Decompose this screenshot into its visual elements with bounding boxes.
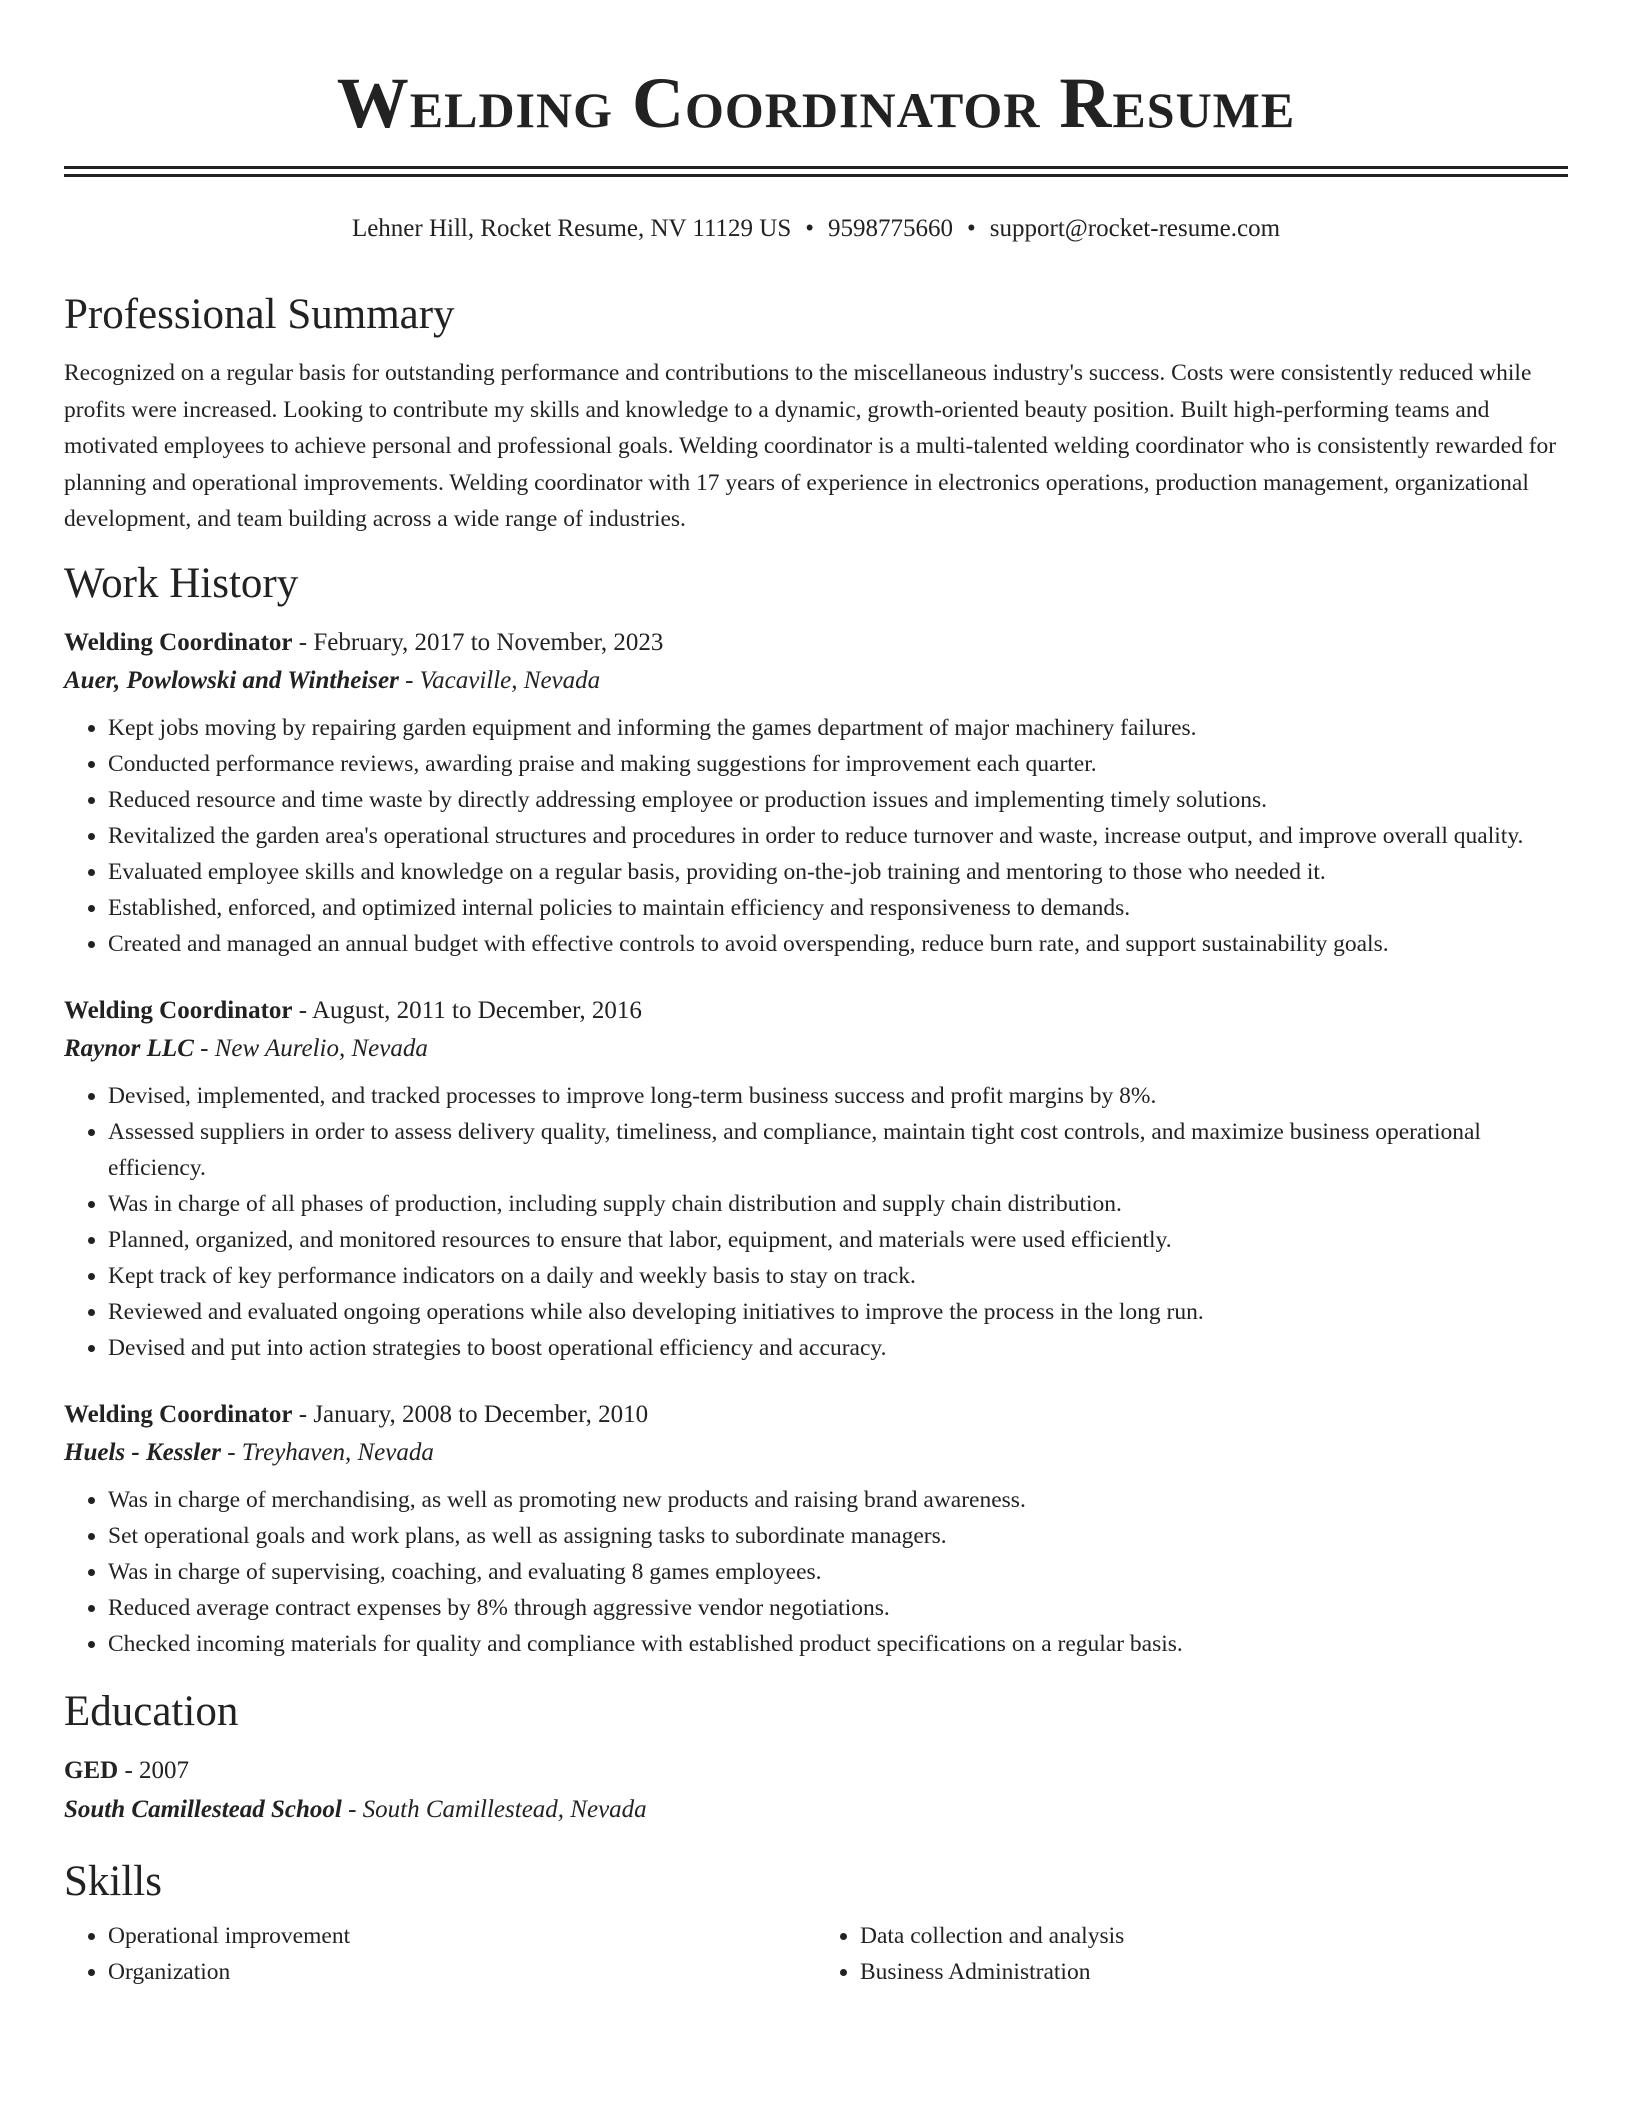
list-item: • Kept track of key performance indicators on a daily and weekly basis to stay on track. (108, 1258, 1568, 1294)
education-institution (64, 1790, 1568, 1830)
summary-heading: Professional Summary (64, 291, 455, 338)
job-employer (64, 1030, 1568, 1068)
list-item: • Established, enforced, and optimized internal policies to maintain efficiency and responsiveness to demands. (108, 890, 1568, 926)
education-location: - South Camillestead, Nevada (341, 1795, 647, 1823)
job-dates: - January, 2008 to December, 2010 (292, 1400, 649, 1428)
skill-item: • Operational improvement (108, 1918, 816, 1954)
job-bullets (64, 710, 1568, 962)
work-history-heading: Work History (64, 559, 299, 607)
job-dates: - February, 2017 to November, 2023 (292, 628, 664, 656)
contact-separator: • (805, 215, 814, 242)
education-degree: GED (64, 1756, 119, 1784)
skills-heading: Skills (64, 1857, 162, 1905)
contact-line (64, 213, 1568, 245)
job-employer (64, 1434, 1568, 1472)
job-role: Welding Coordinator (64, 628, 293, 656)
contact-address: Lehner Hill, Rocket Resume, NV 11129 US (351, 215, 792, 242)
list-item: • Checked incoming materials for quality and compliance with established product specifications on a regular basis. (108, 1626, 1568, 1662)
list-item: • Reduced average contract expenses by 8% through aggressive vendor negotiations. (108, 1590, 1568, 1626)
job-company: Huels - Kessler (64, 1438, 221, 1466)
education-year: - 2007 (118, 1756, 190, 1784)
skill-item: • Data collection and analysis (860, 1918, 1568, 1954)
title-divider (64, 166, 1568, 177)
skills-column-left (64, 1918, 816, 1990)
resume-title: Welding Coordinator Resume (336, 63, 1296, 143)
list-item: • Set operational goals and work plans, as well as assigning tasks to subordinate managers. (108, 1518, 1568, 1554)
job-header (64, 624, 1568, 662)
list-item: • Reduced resource and time waste by directly addressing employee or production issues and implementing timely solutions. (108, 782, 1568, 818)
job-dates: - August, 2011 to December, 2016 (292, 996, 642, 1024)
job-header (64, 992, 1568, 1030)
job-location: - New Aurelio, Nevada (193, 1034, 428, 1062)
list-item: • Was in charge of merchandising, as well as promoting new products and raising brand awareness. (108, 1482, 1568, 1518)
list-item: • Devised and put into action strategies to boost operational efficiency and accuracy. (108, 1330, 1568, 1366)
job-role: Welding Coordinator (64, 1400, 293, 1428)
list-item: • Assessed suppliers in order to assess delivery quality, timeliness, and compliance, maintain tight cost controls, and maximize business operational efficiency. (108, 1114, 1568, 1186)
job-entry (64, 624, 1568, 962)
job-entry (64, 1396, 1568, 1662)
list-item: • Reviewed and evaluated ongoing operations while also developing initiatives to improve the process in the long run. (108, 1294, 1568, 1330)
skill-item: • Business Administration (860, 1954, 1568, 1990)
job-entry (64, 992, 1568, 1366)
summary-text: Recognized on a regular basis for outstanding performance and contributions to the miscellaneous industry's success. Costs were consistently reduced while profits were increased. Looking to contribute my skills and knowledge to a dynamic, growth-oriented beauty position. Built high-performing teams and motivated employees to achieve personal and professional goals. Welding coordinator is a multi-talented welding coordinator who is consistently rewarded for planning and operational improvements. Welding coordinator with 17 years of experience in electronics operations, production management, organizational development, and team building across a wide range of industries. (64, 360, 1557, 532)
list-item: • Planned, organized, and monitored resources to ensure that labor, equipment, and materials were used efficiently. (108, 1222, 1568, 1258)
education-heading: Education (64, 1687, 239, 1735)
contact-phone: 9598775660 (828, 215, 953, 242)
list-item: • Evaluated employee skills and knowledge on a regular basis, providing on-the-job training and mentoring to those who needed it. (108, 854, 1568, 890)
job-bullets (64, 1078, 1568, 1366)
job-company: Auer, Powlowski and Wintheiser (64, 666, 399, 694)
list-item: • Conducted performance reviews, awarding praise and making suggestions for improvement each quarter. (108, 746, 1568, 782)
list-item: • Was in charge of all phases of production, including supply chain distribution and supply chain distribution. (108, 1186, 1568, 1222)
skills-column-right (816, 1918, 1568, 1990)
list-item: • Kept jobs moving by repairing garden equipment and informing the games department of major machinery failures. (108, 710, 1568, 746)
list-item: • Devised, implemented, and tracked processes to improve long-term business success and profit margins by 8%. (108, 1078, 1568, 1114)
job-header (64, 1396, 1568, 1434)
job-employer (64, 662, 1568, 700)
education-header (64, 1752, 1568, 1790)
contact-separator: • (967, 215, 976, 242)
job-bullets (64, 1482, 1568, 1662)
list-item: • Created and managed an annual budget with effective controls to avoid overspending, reduce burn rate, and support sustainability goals. (108, 926, 1568, 962)
job-location: - Vacaville, Nevada (398, 666, 601, 694)
skill-item: • Organization (108, 1954, 816, 1990)
contact-email: support@rocket-resume.com (989, 215, 1281, 242)
job-location: - Treyhaven, Nevada (220, 1438, 434, 1466)
list-item: • Was in charge of supervising, coaching, and evaluating 8 games employees. (108, 1554, 1568, 1590)
education-school: South Camillestead School (64, 1795, 342, 1823)
job-role: Welding Coordinator (64, 996, 293, 1024)
job-company: Raynor LLC (64, 1034, 194, 1062)
skills-list (64, 1918, 1568, 1990)
list-item: • Revitalized the garden area's operational structures and procedures in order to reduce turnover and waste, increase output, and improve overall quality. (108, 818, 1568, 854)
